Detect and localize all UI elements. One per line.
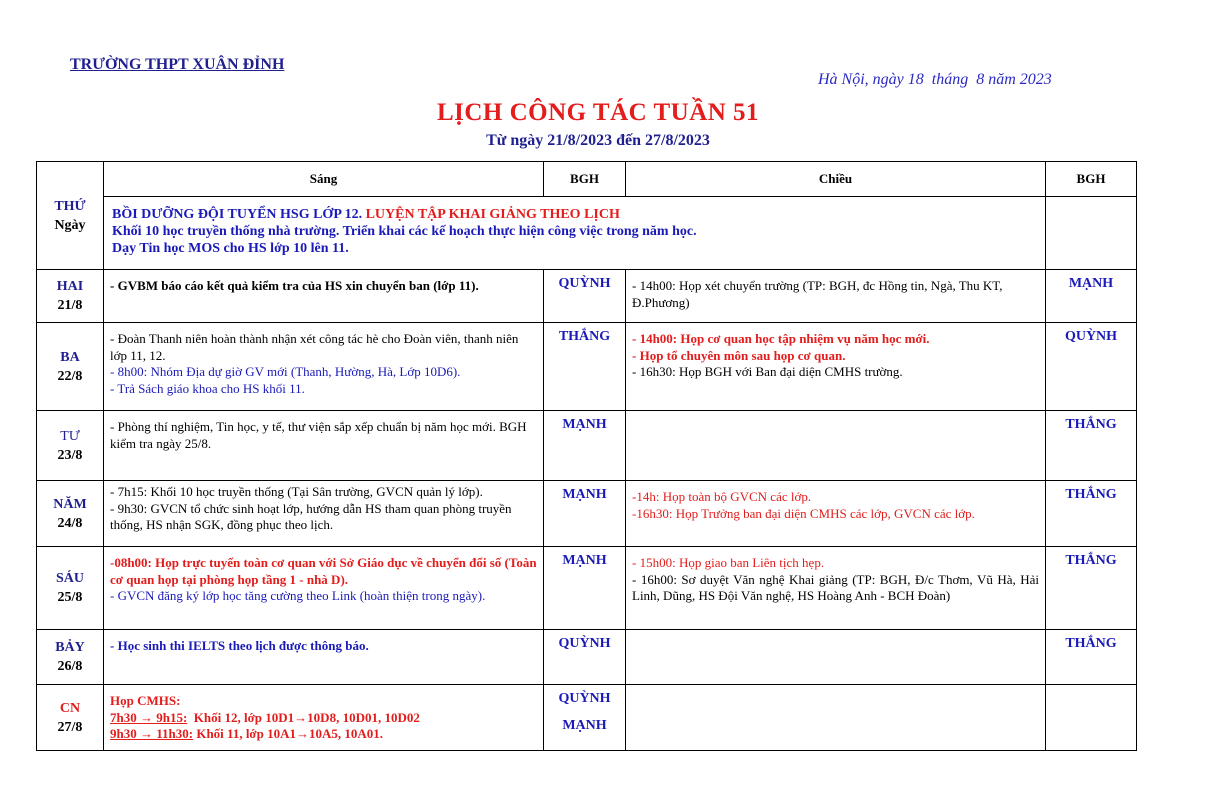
task-detail: Khối 11, lớp 10A1→10A5, 10A01. (193, 726, 384, 741)
day-name: CN (59, 700, 81, 716)
weekly-banner (104, 197, 1046, 270)
day-cell (37, 685, 104, 751)
task-line: - 15h00: Họp giao ban Liên tịch hẹp. (632, 555, 825, 570)
day-name: TƯ (60, 428, 80, 444)
day-cell (37, 481, 104, 547)
banner-line1a: BỒI DƯỠNG ĐỘI TUYỂN HSG LỚP 12. (112, 207, 366, 222)
day-name: NĂM (53, 496, 87, 512)
bgh-morning: QUỲNH (544, 270, 626, 323)
day-cell (37, 630, 104, 685)
task-line: - Họp tổ chuyên môn sau họp cơ quan. (632, 347, 846, 363)
task-line: - GVCN đăng ký lớp học tăng cường theo Link (hoàn thiện trong ngày). (110, 588, 486, 603)
task-line: - 16h00: Sơ duyệt Văn nghệ Khai giảng (TP: BGH, Đ/c Thơm, Vũ Hà, Hải Linh, Dũng, HS Đội Văn nghệ, HS Hoàng Anh - BCH Đoàn) (632, 571, 1039, 603)
day-name: BẢY (55, 640, 85, 655)
morning-cell (104, 630, 544, 685)
day-date: 26/8 (57, 659, 83, 674)
task-line: - 16h30: Họp BGH với Ban đại diện CMHS trường. (632, 364, 903, 379)
afternoon-cell (626, 685, 1046, 751)
afternoon-cell (626, 547, 1046, 630)
afternoon-column-header: Chiều (626, 162, 1046, 197)
day-header-line1: THỨ (54, 198, 86, 214)
day-column-header (37, 162, 104, 270)
task-line: - 14h00: Họp xét chuyển trường (TP: BGH, đc Hồng tin, Ngà, Thu KT, Đ.Phương) (632, 278, 1003, 310)
task-line: - Học sinh thi IELTS theo lịch được thông báo. (110, 638, 369, 653)
bgh-afternoon: THẮNG (1046, 630, 1137, 685)
task-detail: Khối 12, lớp 10D1→10D8, 10D01, 10D02 (187, 709, 420, 725)
school-name: TRƯỜNG THPT XUÂN ĐỈNH (70, 56, 285, 73)
time-range: 9h30 → 11h30: (110, 726, 194, 741)
bgh-morning: MẠNH (544, 481, 626, 547)
task-line: - 9h30: GVCN tổ chức sinh hoạt lớp, hướng dẫn HS tham quan phòng truyền thống, HS nhận SGK, đồng phục theo lịch. (110, 500, 512, 532)
task-line: - Phòng thí nghiệm, Tin học, y tế, thư viện sắp xếp chuẩn bị năm học mới. BGH kiểm tra ngày 25/8. (110, 419, 527, 451)
day-date: 23/8 (57, 447, 83, 463)
date-range: Từ ngày 21/8/2023 đến 27/8/2023 (486, 132, 710, 149)
bgh-morning (544, 685, 626, 751)
morning-cell (104, 270, 544, 323)
task-line: -16h30: Họp Trưởng ban đại diện CMHS các lớp, GVCN các lớp. (632, 505, 975, 521)
task-line: - 14h00: Họp cơ quan học tập nhiệm vụ năm học mới. (632, 331, 930, 346)
morning-cell (104, 411, 544, 481)
morning-cell (104, 685, 544, 751)
morning-cell (104, 547, 544, 630)
day-date: 24/8 (57, 515, 83, 531)
afternoon-cell (626, 481, 1046, 547)
bgh-morning: MẠNH (544, 411, 626, 481)
bgh-morning: THẮNG (544, 323, 626, 411)
bgh-name: QUỲNH (558, 691, 611, 706)
bgh-afternoon (1046, 685, 1137, 751)
place-date: Hà Nội, ngày 18 tháng 8 năm 2023 (818, 71, 1052, 88)
task-line: - Đoàn Thanh niên hoàn thành nhận xét công tác hè cho Đoàn viên, thanh niên lớp 11, 12. (110, 331, 519, 363)
day-date: 25/8 (57, 590, 83, 605)
task-line: - 7h15: Khối 10 học truyền thống (Tại Sân trường, GVCN quản lý lớp). (110, 484, 483, 499)
bgh-afternoon: QUỲNH (1046, 323, 1137, 411)
banner-line1b: LUYỆN TẬP KHAI GIẢNG THEO LỊCH (365, 207, 620, 222)
day-date: 27/8 (57, 719, 83, 735)
morning-column-header: Sáng (104, 162, 544, 197)
bgh-afternoon: THẮNG (1046, 547, 1137, 630)
task-line: -14h: Họp toàn bộ GVCN các lớp. (632, 489, 812, 504)
afternoon-cell (626, 270, 1046, 323)
afternoon-cell (626, 411, 1046, 481)
task-line: Họp CMHS: (110, 693, 181, 708)
bgh-morning: QUỲNH (544, 630, 626, 685)
day-cell (37, 547, 104, 630)
day-header-line2: Ngày (54, 217, 86, 233)
banner-bgh-cell (1046, 197, 1137, 270)
task-line: -08h00: Họp trực tuyến toàn cơ quan với Sở Giáo dục về chuyển đổi số (Toàn cơ quan họp tại phòng họp tầng 1 - nhà D). (110, 555, 537, 587)
banner-line3: Dạy Tin học MOS cho HS lớp 10 lên 11. (112, 241, 349, 256)
page-title: LỊCH CÔNG TÁC TUẦN 51 (436, 99, 760, 126)
day-cell (37, 411, 104, 481)
day-date: 22/8 (57, 368, 83, 384)
task-line: - 8h00: Nhóm Địa dự giờ GV mới (Thanh, Hường, Hà, Lớp 10D6). (110, 364, 461, 379)
time-range: 7h30 → 9h15: (110, 709, 188, 725)
afternoon-cell (626, 323, 1046, 411)
bgh-afternoon: MẠNH (1046, 270, 1137, 323)
bgh-morning-column-header: BGH (544, 162, 626, 197)
morning-cell (104, 323, 544, 411)
task-line: - GVBM báo cáo kết quả kiểm tra của HS xin chuyển ban (lớp 11). (110, 278, 479, 293)
schedule-table (36, 161, 1137, 751)
morning-cell (104, 481, 544, 547)
task-line: - Trả Sách giáo khoa cho HS khối 11. (110, 380, 305, 396)
bgh-afternoon: THẮNG (1046, 411, 1137, 481)
banner-line2: Khối 10 học truyền thống nhà trường. Triển khai các kế hoạch thực hiện công việc trong năm học. (112, 224, 697, 239)
afternoon-cell (626, 630, 1046, 685)
day-date: 21/8 (57, 298, 83, 313)
day-name: BA (60, 349, 80, 365)
day-name: SÁU (55, 571, 84, 586)
day-cell (37, 323, 104, 411)
bgh-afternoon: THẮNG (1046, 481, 1137, 547)
day-name: HAI (56, 279, 84, 294)
day-cell (37, 270, 104, 323)
bgh-afternoon-column-header: BGH (1046, 162, 1137, 197)
bgh-name: MẠNH (562, 717, 607, 733)
bgh-morning: MẠNH (544, 547, 626, 630)
